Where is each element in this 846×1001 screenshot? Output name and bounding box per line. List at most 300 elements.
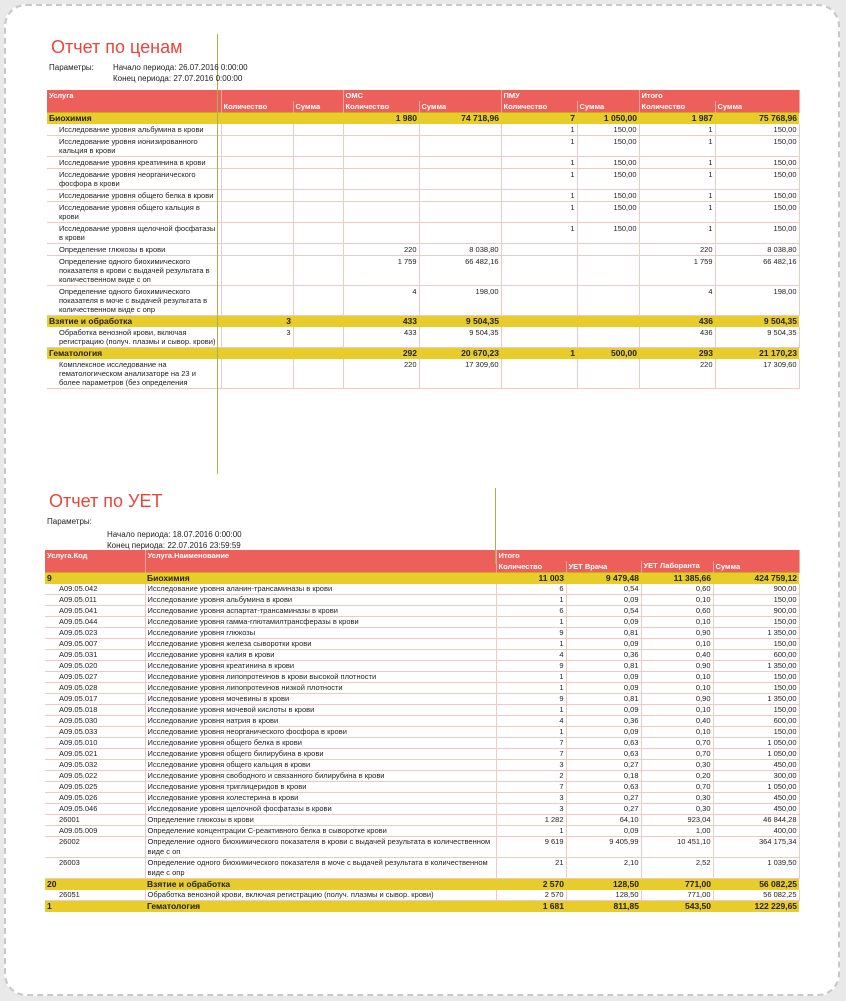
- value-cell: 150,00: [713, 672, 799, 683]
- service-name-cell: Исследование уровня общего белка в крови: [145, 738, 496, 749]
- code-cell: A09.05.041: [45, 606, 145, 617]
- value-cell: [293, 113, 343, 125]
- service-name-cell: Исследование уровня альбумина в крови: [145, 595, 496, 606]
- report-parameters: [45, 514, 799, 550]
- table-row: [47, 136, 799, 157]
- value-cell: 0,90: [641, 661, 713, 672]
- table-row: [47, 244, 799, 256]
- value-cell: 1: [496, 683, 566, 694]
- value-cell: 0,09: [566, 705, 641, 716]
- value-cell: [501, 244, 577, 256]
- service-name-cell: Исследование уровня неорганического фосфора в крови: [145, 727, 496, 738]
- service-name-cell: Обработка венозной крови, включая регистрацию (получ. плазмы и сывор. крови): [47, 327, 221, 348]
- table-row: [45, 584, 799, 595]
- value-cell: 0,40: [641, 650, 713, 661]
- service-name-cell: Исследование уровня мочевой кислоты в крови: [145, 705, 496, 716]
- code-cell: A09.05.020: [45, 661, 145, 672]
- value-cell: 1: [501, 202, 577, 223]
- service-name-cell: Исследование уровня альбумина в крови: [47, 124, 221, 136]
- value-cell: 1: [496, 595, 566, 606]
- value-cell: 0,90: [641, 694, 713, 705]
- value-cell: 0,30: [641, 760, 713, 771]
- value-cell: 4: [496, 650, 566, 661]
- table-row: [45, 694, 799, 705]
- header-empty: [45, 561, 145, 573]
- value-cell: 9 405,99: [566, 837, 641, 858]
- service-name-cell: Исследование уровня общего кальция в крови: [47, 202, 221, 223]
- value-cell: 1: [639, 136, 715, 157]
- value-cell: 600,00: [713, 716, 799, 727]
- value-cell: 4: [343, 286, 419, 316]
- value-cell: 0,36: [566, 716, 641, 727]
- value-cell: [221, 157, 293, 169]
- table-row: [47, 124, 799, 136]
- value-cell: 1: [639, 169, 715, 190]
- value-cell: 1 350,00: [713, 694, 799, 705]
- value-cell: [293, 286, 343, 316]
- value-cell: 2 570: [496, 879, 566, 891]
- column-guide-line: [217, 34, 218, 474]
- value-cell: 150,00: [715, 157, 799, 169]
- value-cell: 1,00: [641, 826, 713, 837]
- table-row: [47, 359, 799, 389]
- service-name-cell: Исследование уровня натрия в крови: [145, 716, 496, 727]
- period-start: Начало периода: 26.07.2016 0:00:00: [113, 63, 248, 72]
- service-name-cell: Исследование уровня щелочной фосфатазы в крови: [47, 223, 221, 244]
- value-cell: 1: [501, 169, 577, 190]
- value-cell: 9: [496, 694, 566, 705]
- value-cell: [221, 202, 293, 223]
- value-cell: 9 504,35: [419, 327, 501, 348]
- value-cell: [577, 256, 639, 286]
- code-cell: A09.05.025: [45, 782, 145, 793]
- value-cell: 771,00: [641, 890, 713, 901]
- service-name-cell: Исследование уровня общего билирубина в крови: [145, 749, 496, 760]
- value-cell: [221, 113, 293, 125]
- value-cell: [343, 169, 419, 190]
- header-sum: Сумма: [713, 561, 799, 573]
- table-row: [45, 650, 799, 661]
- value-cell: 0,81: [566, 694, 641, 705]
- value-cell: 1 282: [496, 815, 566, 826]
- value-cell: 433: [343, 327, 419, 348]
- table-row: [47, 169, 799, 190]
- value-cell: 122 229,65: [713, 901, 799, 913]
- table-row: [45, 661, 799, 672]
- table-row: [45, 617, 799, 628]
- code-cell: A09.05.042: [45, 584, 145, 595]
- service-name-cell: Определение глюкозы в крови: [47, 244, 221, 256]
- service-name-cell: Исследование уровня гамма-глютамилтрансферазы в крови: [145, 617, 496, 628]
- value-cell: 900,00: [713, 584, 799, 595]
- value-cell: 1: [501, 348, 577, 360]
- value-cell: [501, 286, 577, 316]
- value-cell: 0,27: [566, 760, 641, 771]
- value-cell: 0,18: [566, 771, 641, 782]
- table-row: [45, 727, 799, 738]
- header-sum: Сумма: [293, 101, 343, 113]
- service-name-cell: Определение концентрации С-реактивного белка в сыворотке крови: [145, 826, 496, 837]
- value-cell: [343, 202, 419, 223]
- code-cell: 1: [45, 901, 145, 913]
- value-cell: 1 050,00: [713, 738, 799, 749]
- value-cell: 3: [221, 327, 293, 348]
- value-cell: [293, 169, 343, 190]
- uet-report: [45, 488, 799, 912]
- value-cell: 600,00: [713, 650, 799, 661]
- value-cell: 46 844,28: [713, 815, 799, 826]
- table-row: [45, 826, 799, 837]
- value-cell: 436: [639, 316, 715, 328]
- value-cell: 4: [639, 286, 715, 316]
- table-row: [47, 157, 799, 169]
- value-cell: 150,00: [577, 136, 639, 157]
- value-cell: 150,00: [577, 202, 639, 223]
- value-cell: 0,30: [641, 793, 713, 804]
- service-name-cell: Исследование уровня общего кальция в крови: [145, 760, 496, 771]
- service-name-cell: Определение одного биохимического показателя в крови с выдачей результата в количественном виде с оп: [47, 256, 221, 286]
- value-cell: [577, 327, 639, 348]
- value-cell: 74 718,96: [419, 113, 501, 125]
- code-cell: A09.05.021: [45, 749, 145, 760]
- value-cell: 811,85: [566, 901, 641, 913]
- group-row: [47, 348, 799, 360]
- code-cell: 9: [45, 573, 145, 585]
- table-row: [45, 672, 799, 683]
- header-empty: [145, 561, 496, 573]
- value-cell: [293, 327, 343, 348]
- value-cell: 3: [221, 316, 293, 328]
- value-cell: 9: [496, 661, 566, 672]
- value-cell: 0,70: [641, 738, 713, 749]
- service-name-cell: Комплексное исследование на гематологическом анализаторе на 23 и более параметров (без определения: [47, 359, 221, 389]
- value-cell: 7: [496, 738, 566, 749]
- value-cell: 7: [501, 113, 577, 125]
- value-cell: 220: [343, 244, 419, 256]
- value-cell: 1 050,00: [713, 749, 799, 760]
- value-cell: 1: [501, 157, 577, 169]
- code-cell: A09.05.026: [45, 793, 145, 804]
- table-row: [45, 749, 799, 760]
- value-cell: 150,00: [713, 705, 799, 716]
- value-cell: 0,36: [566, 650, 641, 661]
- code-cell: A09.05.031: [45, 650, 145, 661]
- value-cell: 128,50: [566, 890, 641, 901]
- value-cell: 0,09: [566, 639, 641, 650]
- service-name-cell: Исследование уровня креатинина в крови: [145, 661, 496, 672]
- code-cell: A09.05.033: [45, 727, 145, 738]
- value-cell: 20 670,23: [419, 348, 501, 360]
- value-cell: 450,00: [713, 760, 799, 771]
- service-name-cell: Исследование уровня неорганического фосфора в крови: [47, 169, 221, 190]
- value-cell: 0,63: [566, 738, 641, 749]
- value-cell: 0,81: [566, 628, 641, 639]
- header-oms: ОМС: [343, 90, 501, 101]
- period-end: Конец периода: 27.07.2016 0:00:00: [113, 74, 243, 83]
- value-cell: 0,60: [641, 606, 713, 617]
- service-name-cell: Исследование уровня липопротеинов в крови высокой плотности: [145, 672, 496, 683]
- service-name-cell: Биохимия: [47, 113, 221, 125]
- value-cell: 220: [639, 244, 715, 256]
- value-cell: 1: [496, 617, 566, 628]
- value-cell: [293, 348, 343, 360]
- code-cell: 20: [45, 879, 145, 891]
- code-cell: A09.05.007: [45, 639, 145, 650]
- value-cell: 1: [639, 223, 715, 244]
- header-qty: Количество: [501, 101, 577, 113]
- value-cell: 150,00: [713, 639, 799, 650]
- value-cell: 0,10: [641, 705, 713, 716]
- value-cell: 150,00: [715, 190, 799, 202]
- code-cell: A09.05.018: [45, 705, 145, 716]
- value-cell: 1 980: [343, 113, 419, 125]
- header-qty: Количество: [343, 101, 419, 113]
- header-qty: Количество: [496, 561, 566, 573]
- value-cell: 424 759,12: [713, 573, 799, 585]
- header-total: Итого: [639, 90, 799, 101]
- value-cell: [293, 316, 343, 328]
- value-cell: [419, 157, 501, 169]
- value-cell: 0,10: [641, 727, 713, 738]
- value-cell: [293, 244, 343, 256]
- value-cell: [221, 124, 293, 136]
- code-cell: A09.05.022: [45, 771, 145, 782]
- params-label: Параметры:: [47, 517, 92, 526]
- value-cell: 9: [496, 628, 566, 639]
- value-cell: 364 175,34: [713, 837, 799, 858]
- code-cell: A09.05.011: [45, 595, 145, 606]
- value-cell: 17 309,60: [715, 359, 799, 389]
- period-end: Конец периода: 22.07.2016 23:59:59: [107, 541, 241, 550]
- value-cell: [577, 286, 639, 316]
- value-cell: 220: [343, 359, 419, 389]
- period-start: Начало периода: 18.07.2016 0:00:00: [107, 530, 242, 539]
- value-cell: 1 039,50: [713, 858, 799, 879]
- value-cell: 1: [496, 705, 566, 716]
- value-cell: 150,00: [715, 169, 799, 190]
- table-row: [47, 190, 799, 202]
- value-cell: 64,10: [566, 815, 641, 826]
- value-cell: 9 504,35: [715, 316, 799, 328]
- value-cell: 1: [501, 136, 577, 157]
- value-cell: [293, 256, 343, 286]
- service-name-cell: Исследование уровня липопротеинов низкой плотности: [145, 683, 496, 694]
- value-cell: 0,09: [566, 826, 641, 837]
- value-cell: 0,10: [641, 595, 713, 606]
- value-cell: 900,00: [713, 606, 799, 617]
- service-name-cell: Гематология: [145, 901, 496, 913]
- table-row: [45, 837, 799, 858]
- header-qty: Количество: [639, 101, 715, 113]
- value-cell: [343, 190, 419, 202]
- value-cell: [221, 190, 293, 202]
- value-cell: [501, 327, 577, 348]
- value-cell: 66 482,16: [715, 256, 799, 286]
- value-cell: 292: [343, 348, 419, 360]
- value-cell: 1: [496, 826, 566, 837]
- value-cell: 1 050,00: [713, 782, 799, 793]
- value-cell: 198,00: [419, 286, 501, 316]
- value-cell: [221, 169, 293, 190]
- code-cell: 26003: [45, 858, 145, 879]
- group-row: [45, 573, 799, 585]
- value-cell: 2,52: [641, 858, 713, 879]
- value-cell: [419, 136, 501, 157]
- value-cell: 543,50: [641, 901, 713, 913]
- service-name-cell: Определение одного биохимического показателя в моче с выдачей результата в количественном виде с опр: [47, 286, 221, 316]
- value-cell: 10 451,10: [641, 837, 713, 858]
- value-cell: 150,00: [577, 169, 639, 190]
- value-cell: 9 504,35: [419, 316, 501, 328]
- code-cell: A09.05.044: [45, 617, 145, 628]
- table-row: [47, 286, 799, 316]
- value-cell: 3: [496, 760, 566, 771]
- service-name-cell: Исследование уровня креатинина в крови: [47, 157, 221, 169]
- group-row: [45, 901, 799, 913]
- group-row: [45, 879, 799, 891]
- header-service: Услуга: [47, 90, 221, 101]
- price-report: [47, 34, 799, 389]
- header-empty: [47, 101, 221, 113]
- value-cell: 0,10: [641, 617, 713, 628]
- group-row: [47, 113, 799, 125]
- value-cell: [293, 124, 343, 136]
- header-sum: Сумма: [715, 101, 799, 113]
- value-cell: [221, 359, 293, 389]
- header-uet-lab: УЕТ Лаборанта: [641, 561, 713, 573]
- value-cell: 0,63: [566, 749, 641, 760]
- value-cell: 0,09: [566, 617, 641, 628]
- value-cell: 150,00: [713, 727, 799, 738]
- value-cell: 1: [501, 124, 577, 136]
- table-row: [47, 223, 799, 244]
- service-name-cell: Исследование уровня ионизированного кальция в крови: [47, 136, 221, 157]
- value-cell: [501, 316, 577, 328]
- value-cell: [221, 348, 293, 360]
- value-cell: 923,04: [641, 815, 713, 826]
- value-cell: 1: [639, 190, 715, 202]
- value-cell: 0,54: [566, 606, 641, 617]
- value-cell: 128,50: [566, 879, 641, 891]
- value-cell: [343, 157, 419, 169]
- table-row: [47, 256, 799, 286]
- value-cell: [419, 169, 501, 190]
- value-cell: 11 003: [496, 573, 566, 585]
- value-cell: [577, 359, 639, 389]
- table-row: [45, 705, 799, 716]
- code-cell: A09.05.027: [45, 672, 145, 683]
- service-name-cell: Определение глюкозы в крови: [145, 815, 496, 826]
- service-name-cell: Исследование уровня свободного и связанного билирубина в крови: [145, 771, 496, 782]
- value-cell: 56 082,25: [713, 879, 799, 891]
- table-row: [45, 683, 799, 694]
- header-qty: Количество: [221, 101, 293, 113]
- service-name-cell: Биохимия: [145, 573, 496, 585]
- header-pmu: ПМУ: [501, 90, 639, 101]
- code-cell: 26051: [45, 890, 145, 901]
- service-name-cell: Исследование уровня щелочной фосфатазы в крови: [145, 804, 496, 815]
- value-cell: [577, 244, 639, 256]
- report-title: Отчет по УЕТ: [49, 491, 163, 511]
- value-cell: 9 479,48: [566, 573, 641, 585]
- service-name-cell: Исследование уровня холестерина в крови: [145, 793, 496, 804]
- value-cell: 150,00: [715, 223, 799, 244]
- table-row: [45, 628, 799, 639]
- value-cell: 75 768,96: [715, 113, 799, 125]
- value-cell: 17 309,60: [419, 359, 501, 389]
- value-cell: 150,00: [715, 202, 799, 223]
- value-cell: 0,60: [641, 584, 713, 595]
- code-cell: A09.05.032: [45, 760, 145, 771]
- value-cell: [577, 316, 639, 328]
- value-cell: [221, 223, 293, 244]
- value-cell: 1: [496, 672, 566, 683]
- value-cell: [343, 136, 419, 157]
- table-row: [45, 782, 799, 793]
- table-row: [45, 793, 799, 804]
- value-cell: 1: [501, 190, 577, 202]
- value-cell: 150,00: [713, 683, 799, 694]
- table-row: [45, 804, 799, 815]
- value-cell: 198,00: [715, 286, 799, 316]
- service-name-cell: Определение одного биохимического показателя в моче с выдачей результата в количественном виде с опр: [145, 858, 496, 879]
- value-cell: [293, 157, 343, 169]
- code-cell: A09.05.010: [45, 738, 145, 749]
- value-cell: [293, 223, 343, 244]
- uet-table: [45, 550, 800, 912]
- value-cell: 0,90: [641, 628, 713, 639]
- table-row: [45, 606, 799, 617]
- value-cell: 0,10: [641, 683, 713, 694]
- value-cell: 1: [639, 202, 715, 223]
- value-cell: 21: [496, 858, 566, 879]
- service-name-cell: Исследование уровня глюкозы: [145, 628, 496, 639]
- value-cell: 1 050,00: [577, 113, 639, 125]
- params-label: Параметры:: [49, 63, 94, 72]
- report-parameters: [47, 60, 799, 90]
- table-row: [45, 815, 799, 826]
- value-cell: [501, 256, 577, 286]
- value-cell: 150,00: [713, 617, 799, 628]
- value-cell: 2: [496, 771, 566, 782]
- table-row: [45, 716, 799, 727]
- value-cell: 293: [639, 348, 715, 360]
- service-name-cell: Исследование уровня аспартат-трансаминазы в крови: [145, 606, 496, 617]
- value-cell: 21 170,23: [715, 348, 799, 360]
- service-name-cell: Исследование уровня мочевины в крови: [145, 694, 496, 705]
- value-cell: 150,00: [715, 124, 799, 136]
- value-cell: 150,00: [577, 124, 639, 136]
- value-cell: 450,00: [713, 804, 799, 815]
- value-cell: 433: [343, 316, 419, 328]
- code-cell: A09.05.030: [45, 716, 145, 727]
- value-cell: 8 038,80: [715, 244, 799, 256]
- value-cell: 150,00: [577, 223, 639, 244]
- value-cell: 66 482,16: [419, 256, 501, 286]
- value-cell: [419, 223, 501, 244]
- table-row: [45, 890, 799, 901]
- value-cell: 0,09: [566, 595, 641, 606]
- value-cell: 0,70: [641, 749, 713, 760]
- service-name-cell: Обработка венозной крови, включая регистрацию (получ. плазмы и сывор. крови): [145, 890, 496, 901]
- value-cell: 1 987: [639, 113, 715, 125]
- value-cell: 436: [639, 327, 715, 348]
- value-cell: [419, 202, 501, 223]
- service-name-cell: Исследование уровня общего белка в крови: [47, 190, 221, 202]
- value-cell: 0,10: [641, 672, 713, 683]
- value-cell: [343, 223, 419, 244]
- header-sum: Сумма: [419, 101, 501, 113]
